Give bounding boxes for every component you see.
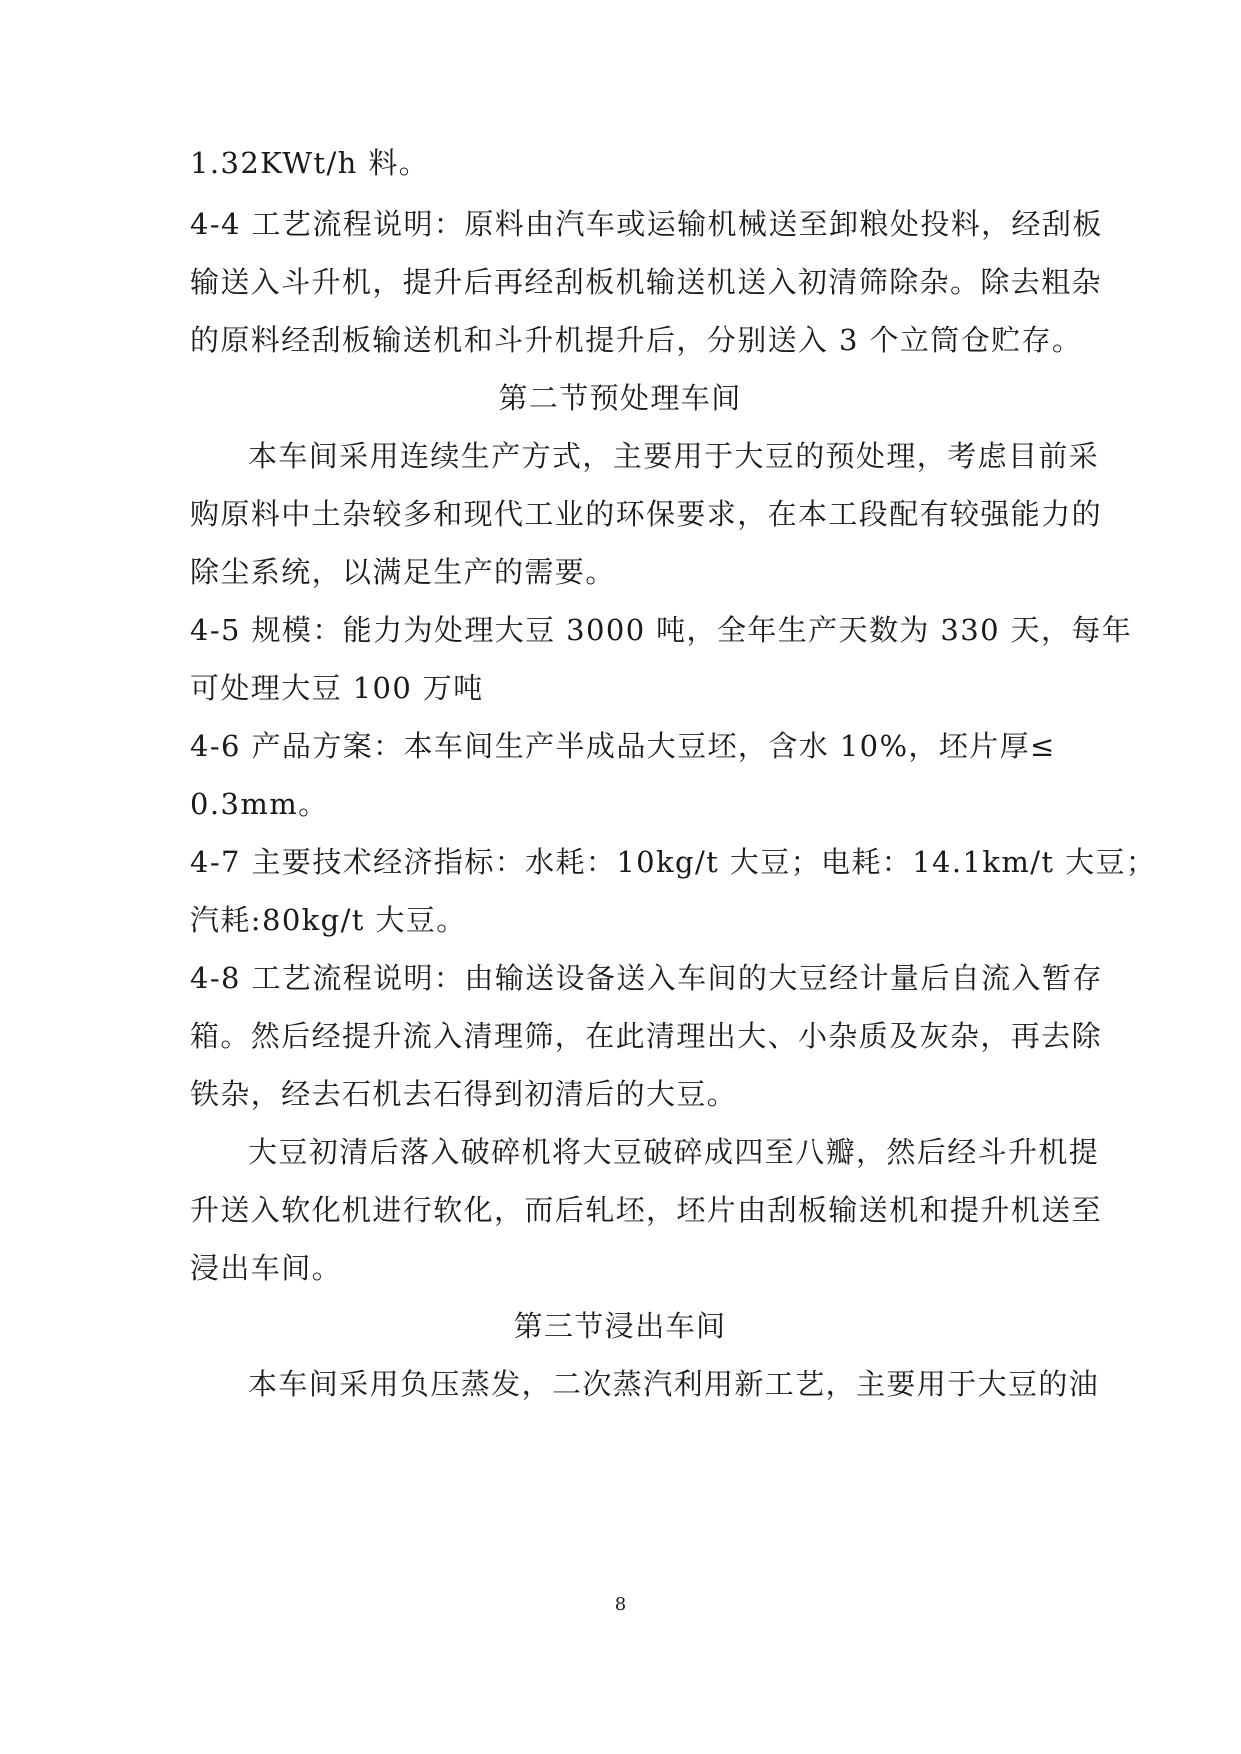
body-text-line: 可处理大豆 100 万吨 xyxy=(190,671,484,705)
body-text-line: 4-8 工艺流程说明：由输送设备送入车间的大豆经计量后自流入暂存 xyxy=(190,961,1103,995)
body-text-line: 本车间采用连续生产方式，主要用于大豆的预处理，考虑目前采 xyxy=(248,439,1100,473)
body-text-line: 除尘系统，以满足生产的需要。 xyxy=(190,555,616,589)
body-text-line: 4-6 产品方案：本车间生产半成品大豆坯，含水 10%，坯片厚≤ xyxy=(190,729,1056,763)
body-text-line: 浸出车间。 xyxy=(190,1251,343,1285)
body-text-line: 购原料中土杂较多和现代工业的环保要求，在本工段配有较强能力的 xyxy=(190,497,1103,531)
body-text-line: 的原料经刮板输送机和斗升机提升后，分别送入 3 个立筒仓贮存。 xyxy=(190,323,1083,357)
body-text-line: 大豆初清后落入破碎机将大豆破碎成四至八瓣，然后经斗升机提 xyxy=(248,1135,1100,1169)
body-text-line: 4-7 主要技术经济指标：水耗：10kg/t 大豆；电耗：14.1km/t 大豆； xyxy=(190,845,1157,879)
body-text-line: 1.32KWt/h 料。 xyxy=(190,146,430,180)
body-text-line: 4-5 规模：能力为处理大豆 3000 吨，全年生产天数为 330 天，每年 xyxy=(190,613,1133,647)
body-text-line: 输送入斗升机，提升后再经刮板机输送机送入初清筛除杂。除去粗杂 xyxy=(190,265,1103,299)
body-text-line: 4-4 工艺流程说明：原料由汽车或运输机械送至卸粮处投料，经刮板 xyxy=(190,207,1103,241)
page-number: 8 xyxy=(614,1594,627,1615)
body-text-line: 箱。然后经提升流入清理筛，在此清理出大、小杂质及灰杂，再去除 xyxy=(190,1019,1103,1053)
body-text-line: 本车间采用负压蒸发，二次蒸汽利用新工艺，主要用于大豆的油 xyxy=(248,1367,1100,1401)
body-text-line: 汽耗:80kg/t 大豆。 xyxy=(190,903,467,937)
body-text-line: 铁杂，经去石机去石得到初清后的大豆。 xyxy=(190,1077,738,1111)
section-heading: 第二节预处理车间 xyxy=(498,381,742,415)
body-text-line: 升送入软化机进行软化，而后轧坯，坯片由刮板输送机和提升机送至 xyxy=(190,1193,1103,1227)
section-heading: 第三节浸出车间 xyxy=(513,1309,727,1343)
body-text-line: 0.3mm。 xyxy=(190,787,329,821)
